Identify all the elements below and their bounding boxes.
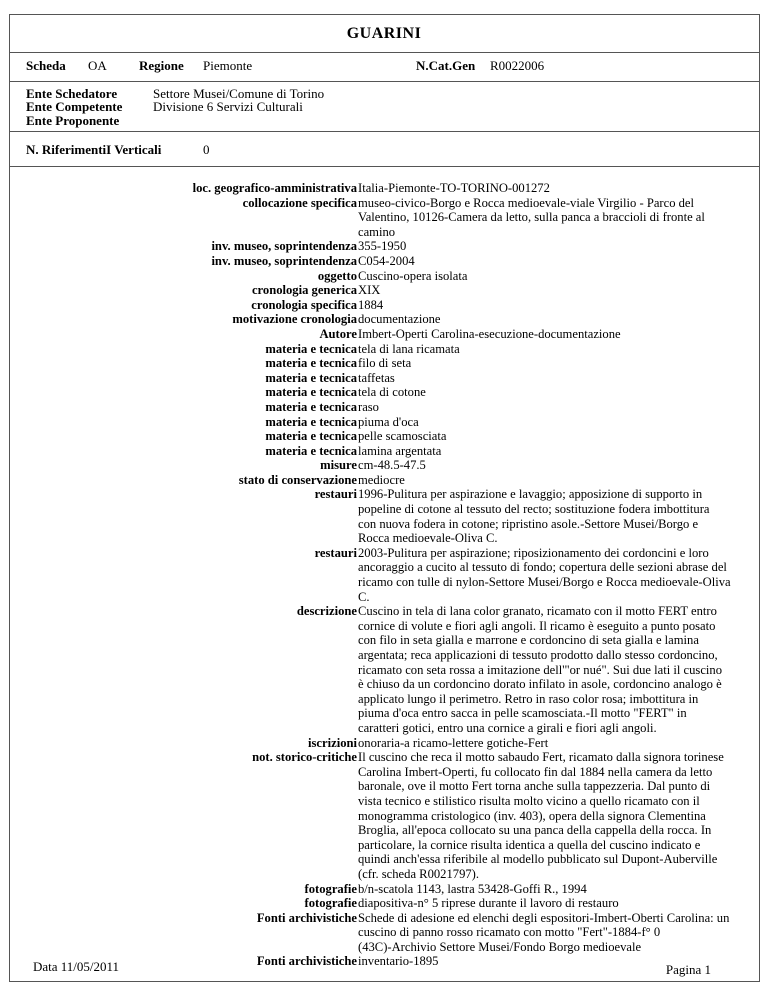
field-value [357,458,753,473]
field-value-line: (43C)-Archivio Settore Musei/Fondo Borgo medioevale [358,939,642,954]
field-row [0,283,768,298]
riferimenti-label: N. RiferimentiI Verticali [26,142,162,157]
field-label: Fonti archivistiche [256,910,357,925]
field-value-line: filo di seta [358,356,412,371]
ente-value-1: Settore Musei/Comune di Torino [153,86,325,101]
field-value-line: mediocre [358,472,405,487]
field-value [357,473,753,488]
page-title: GUARINI [346,25,422,42]
field-value [357,444,753,459]
field-row [0,327,768,342]
field-value-line: C. [358,589,370,604]
regione-label: Regione [139,58,184,73]
field-row [0,487,768,545]
field-value [357,327,753,342]
ncat-value: R0022006 [490,58,545,73]
field-label: stato di conservazione [238,472,357,487]
ente-competente-label: Ente Competente [26,99,123,114]
field-value-line: b/n-scatola 1143, lastra 53428-Goffi R., 1994 [358,881,587,896]
field-label: inv. museo, soprintendenza [211,253,357,268]
field-value [357,429,753,444]
field-value-line: taffetas [358,370,395,385]
field-value-line: Cuscino in tela di lana color granato, ricamato con il motto FERT entro [358,604,717,619]
ncat-label: N.Cat.Gen [416,58,476,73]
field-value-line: (cfr. scheda R0021797). [358,866,480,881]
field-label: materia e tecnica [265,414,357,429]
field-label: materia e tecnica [265,399,357,414]
field-value-line: inventario-1895 [358,954,439,969]
field-label: descrizione [296,604,357,619]
field-value-line: museo-civico-Borgo e Rocca medioevale-viale Virgilio - Parco del [358,195,695,210]
field-value-line: raso [358,399,379,414]
field-row [0,604,768,735]
field-label: misure [320,458,357,473]
field-value-line: piuma d'oca entro sacca in pelle scamosciata.-Il motto "FERT" in [358,706,687,721]
field-value [357,283,753,298]
field-row [0,444,768,459]
field-value-line: Broglia, all'epoca collocato su una panca della cappella della rocca. In [358,823,712,838]
field-row [0,342,768,357]
field-value-line: C054-2004 [358,253,415,268]
field-label: collocazione specifica [242,195,357,210]
field-value [357,882,753,897]
field-value-line: lamina argentata [358,443,442,458]
field-row [0,458,768,473]
field-value-line: Schede di adesione ed elenchi degli espositori-Imbert-Oberti Carolina: un [358,910,730,925]
field-value [357,385,753,400]
field-value [357,371,753,386]
field-label: cronologia specifica [251,297,357,312]
footer-date: Data 11/05/2011 [33,959,120,974]
field-value-line: diapositiva-n° 5 riprese durante il lavoro di restauro [358,896,619,911]
field-label: restauri [314,487,357,502]
divider-header [9,81,760,82]
field-value-line: documentazione [358,312,441,327]
field-row [0,400,768,415]
field-value [357,254,753,269]
divider-enti [9,131,760,132]
field-value-line: popeline di cotone al tessuto del recto; sostituzione fodera imbottitura [358,502,710,517]
field-row [0,473,768,488]
field-label: oggetto [317,268,357,283]
field-value-line: Il cuscino che reca il motto sabaudo Fert, ricamato dalla signora torinese [358,750,724,765]
scheda-value: OA [88,58,107,73]
field-value-line: camino [358,224,396,239]
field-value [357,312,753,327]
field-value-line: ancoraggio a cucito al tessuto di fondo; copertura delle sezioni abrase del [358,560,727,575]
field-value-line: 1996-Pulitura per aspirazione e lavaggio; apposizione di supporto in [358,487,703,502]
field-value-line: Imbert-Operti Carolina-esecuzione-documentazione [358,326,621,341]
field-value-line: applicato lungo il perimetro. Retro in raso color rosa; imbottitura in [358,691,699,706]
field-value-line: 2003-Pulitura per aspirazione; riposizionamento dei cordoncini e loro [358,545,709,560]
field-value-line: con nuova fodera in cotone; ripristino asole.-Settore Musei/Borgo e [358,516,699,531]
field-label: materia e tecnica [265,356,357,371]
field-value-line: ricamato con seta rossa a imitazione dell'"or nué". Sui due lati il cuscino [358,662,723,677]
field-value-line: 1884 [358,297,384,312]
field-label: materia e tecnica [265,341,357,356]
field-value-line: monogramma cristologico (inv. 403), opera della signora Clementina [358,808,706,823]
field-label: materia e tecnica [265,370,357,385]
field-value-line: XIX [358,283,381,298]
field-value [357,487,753,545]
field-row [0,312,768,327]
field-value-line: argentata; reca applicazioni di tessuto prodotto dallo stesso cordoncino, [358,648,718,662]
field-value-line: onoraria-a ricamo-lettere gotiche-Fert [358,735,549,750]
field-value-line: pelle scamosciata [358,429,447,444]
field-value [357,239,753,254]
field-row [0,269,768,284]
ente-schedatore-label: Ente Schedatore [26,86,118,101]
ente-proponente-label: Ente Proponente [26,113,120,128]
field-label: Autore [319,326,357,341]
field-label: motivazione cronologia [232,312,357,327]
field-value [357,896,753,911]
field-label: not. storico-critiche [252,750,357,765]
field-label: inv. museo, soprintendenza [211,239,357,254]
field-value-line: particolare, la cornice risulta identica a quella del cuscino indicato e [358,837,701,852]
field-row [0,196,768,240]
field-value [357,196,753,240]
field-label: fotografie [304,896,357,911]
field-row [0,356,768,371]
field-value-line: quindi anch'essa riferibile al modello pubblicato sul Dupont-Auberville [358,852,718,867]
field-value [357,604,753,735]
field-row [0,181,768,196]
field-value [357,400,753,415]
field-value-line: Valentino, 10126-Camera da letto, sulla panca a braccioli di fronte al [358,210,705,225]
field-value [357,342,753,357]
field-label: materia e tecnica [265,429,357,444]
field-value-line: ricamo con tulle di nylon-Settore Musei/Borgo e Rocca medioevale-Oliva [358,575,731,590]
field-label: iscrizioni [308,735,357,750]
field-value-line: è chiuso da un cordoncino dorato infilato in asole, cordoncino analogo è [358,677,722,692]
field-value [357,415,753,430]
field-label: Fonti archivistiche [256,954,357,969]
divider-title [9,52,760,53]
field-value-line: Italia-Piemonte-TO-TORINO-001272 [358,181,550,195]
field-value-line: Rocca medioevale-Oliva C. [358,531,498,546]
field-value-line: cm-48.5-47.5 [358,458,426,473]
ente-value-2: Divisione 6 Servizi Culturali [153,99,303,114]
field-label: materia e tecnica [265,385,357,400]
footer-page: Pagina 1 [665,962,711,977]
field-row [0,254,768,269]
field-value-line: cornice di volute e fiori agli angoli. Il ricamo è eseguito a punto posato [358,618,716,633]
field-row [0,429,768,444]
field-row [0,239,768,254]
fields-list [0,181,768,969]
field-value [357,181,753,196]
field-value-line: tela di cotone [358,385,426,400]
field-value-line: cuscino di panno rosso ricamato con motto "Fert"-1884-f° 0 [358,925,661,940]
field-row [0,896,768,911]
field-label: restauri [314,545,357,560]
field-value [357,750,753,881]
field-value [357,269,753,284]
field-value [357,911,753,955]
field-label: materia e tecnica [265,443,357,458]
field-value-line: 355-1950 [358,239,407,254]
scheda-label: Scheda [26,58,66,73]
field-value [357,736,753,751]
divider-riferimenti [9,166,760,167]
field-value [357,298,753,313]
field-row [0,911,768,955]
field-row [0,882,768,897]
field-value-line: caratteri gotici, entro una cornice a girali e fiori agli angoli. [358,720,657,735]
field-value-line: Cuscino-opera isolata [358,268,468,283]
riferimenti-value: 0 [203,142,210,157]
field-value [357,546,753,604]
field-row [0,385,768,400]
field-label: loc. geografico-amministrativa [192,181,357,195]
field-row [0,736,768,751]
field-value-line: Carolina Imbert-Operti, fu collocato fin dal 1884 nella camera da letto [358,764,713,779]
field-row [0,546,768,604]
field-label: fotografie [304,881,357,896]
field-value-line: tela di lana ricamata [358,341,460,356]
field-value-line: vista tecnico e stilistico risulta molto vicino a quello ricamato con il [358,793,700,808]
field-value-line: con filo in seta gialla e marrone e cordoncino di seta gialla e lamina [358,633,699,648]
field-value-line: baronale, ove il motto Fert torna anche sulla tappezzeria. Dal punto di [358,779,711,794]
field-value [357,356,753,371]
field-row [0,750,768,881]
field-value-line: piuma d'oca [358,414,419,429]
field-label: cronologia generica [251,283,357,298]
regione-value: Piemonte [203,58,253,73]
field-row [0,371,768,386]
field-row [0,415,768,430]
field-row [0,298,768,313]
